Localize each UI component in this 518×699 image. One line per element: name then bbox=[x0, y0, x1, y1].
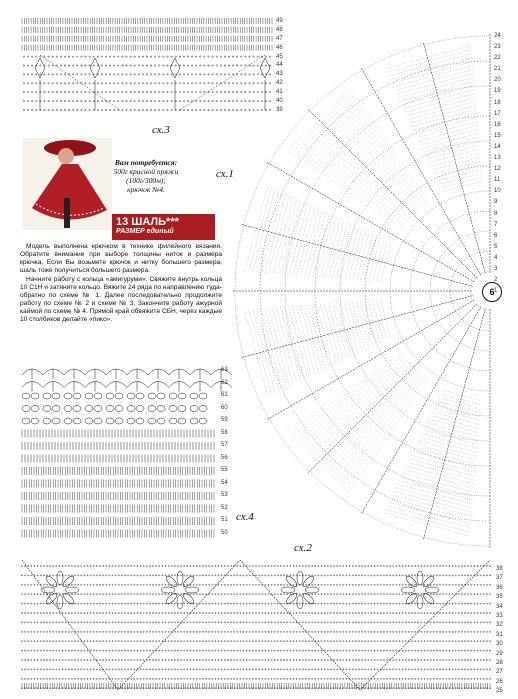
row-number: 51 bbox=[221, 517, 228, 523]
row-number: 26 bbox=[496, 678, 503, 685]
row-number: 33 bbox=[496, 612, 503, 619]
row-number: 43 bbox=[276, 71, 283, 78]
title-banner bbox=[112, 214, 215, 240]
row-number: 49 bbox=[276, 18, 283, 24]
row-number: 37 bbox=[496, 575, 503, 582]
row-number: 28 bbox=[496, 659, 503, 666]
row-numbers-scheme-1 bbox=[494, 33, 504, 299]
row-number: 8 bbox=[494, 210, 498, 217]
row-number: 45 bbox=[276, 53, 283, 60]
row-number: 31 bbox=[496, 631, 503, 638]
row-number: 63 bbox=[221, 367, 228, 373]
row-number: 20 bbox=[494, 77, 501, 84]
row-number: 55 bbox=[221, 467, 228, 473]
scheme-label-4: сх.4 bbox=[236, 511, 254, 523]
row-number: 42 bbox=[276, 80, 283, 87]
row-number: 62 bbox=[221, 379, 228, 386]
row-number: 34 bbox=[496, 603, 503, 610]
row-number: 54 bbox=[221, 479, 228, 486]
materials-yarn: 500г красной пряжи bbox=[113, 167, 179, 176]
row-number: 40 bbox=[276, 98, 283, 105]
row-number: 35 bbox=[496, 594, 503, 601]
row-number: 9 bbox=[494, 199, 498, 206]
row-number: 53 bbox=[221, 492, 228, 498]
row-number: 3 bbox=[494, 265, 498, 272]
materials-heading: Вам потребуется: bbox=[114, 158, 178, 167]
row-number: 12 bbox=[494, 166, 501, 173]
row-number: 15 bbox=[494, 132, 501, 139]
row-numbers-scheme-4 bbox=[221, 367, 231, 542]
row-number: 2 bbox=[494, 277, 498, 284]
scheme-label-2: сх.2 bbox=[294, 542, 312, 554]
scheme-label-3: сх.3 bbox=[152, 124, 170, 136]
row-number: 22 bbox=[494, 55, 501, 62]
row-numbers-scheme-3 bbox=[276, 18, 286, 116]
materials-hook: крючок №4. bbox=[127, 185, 165, 194]
row-number: 50 bbox=[221, 529, 228, 536]
materials-yarn-weight: (100г/300м); bbox=[126, 176, 166, 185]
row-number: 39 bbox=[276, 106, 283, 113]
row-number: 14 bbox=[494, 143, 501, 150]
row-number: 13 bbox=[494, 155, 501, 162]
row-number: 16 bbox=[494, 121, 501, 128]
row-number: 57 bbox=[221, 442, 228, 448]
row-number: 61 bbox=[221, 392, 228, 398]
row-number: 48 bbox=[276, 26, 283, 33]
row-numbers-scheme-2 bbox=[496, 566, 506, 697]
row-number: 41 bbox=[276, 89, 283, 96]
row-number: 36 bbox=[496, 584, 503, 591]
row-number: 58 bbox=[221, 429, 228, 436]
size-label: РАЗМЕР единый bbox=[116, 228, 174, 235]
row-number: 46 bbox=[276, 44, 283, 51]
center-ring-label: 6 bbox=[489, 287, 495, 297]
row-number: 32 bbox=[496, 622, 503, 629]
row-number: 18 bbox=[494, 99, 501, 106]
description bbox=[20, 243, 222, 325]
row-number: 1 bbox=[494, 288, 498, 295]
row-number: 38 bbox=[496, 566, 503, 572]
row-number: 6 bbox=[494, 232, 498, 239]
materials-block bbox=[98, 158, 194, 194]
row-number: 19 bbox=[494, 88, 501, 95]
row-number: 56 bbox=[221, 454, 228, 461]
scheme-label-1: сх.1 bbox=[216, 168, 234, 180]
row-number: 4 bbox=[494, 254, 498, 261]
row-number: 44 bbox=[276, 62, 283, 69]
row-number: 47 bbox=[276, 35, 283, 42]
row-number: 52 bbox=[221, 504, 228, 511]
row-number: 24 bbox=[494, 33, 501, 39]
row-number: 27 bbox=[496, 669, 503, 676]
row-number: 10 bbox=[494, 188, 501, 195]
row-number: 30 bbox=[496, 641, 503, 648]
row-number: 21 bbox=[494, 66, 501, 73]
row-number: 29 bbox=[496, 650, 503, 657]
row-number: 7 bbox=[494, 221, 498, 228]
row-number: 60 bbox=[221, 404, 228, 411]
row-number: 5 bbox=[494, 243, 498, 250]
row-number: 59 bbox=[221, 417, 228, 423]
row-number: 25 bbox=[496, 688, 503, 695]
row-number: 11 bbox=[494, 177, 501, 184]
row-number: 23 bbox=[494, 44, 501, 51]
page-title: 13 ШАЛЬ*** bbox=[116, 216, 179, 228]
description-instructions: Начните работу с кольца «амигуруми». Свяжите внутрь кольца 10 С1Н и затяните кольцо. Вяжите 24 ряда по направлению туда-обратно по схеме № 1. Далее последовательно продолжите работу по схеме № 2 и схеме № 3. Закончите работу ажурной каймой по схеме № 4. Прямой край обвяжите СБН, через каждые 10 столбиков делайте «пико». bbox=[20, 276, 222, 323]
row-number: 17 bbox=[494, 110, 501, 117]
description-intro: Модель выполнена крючком в технике филейного вязания. Обратите внимание при выборе толщины ниток и размера крючка. Если Вы возьмете крючок и нитку большего размера, шаль тоже получиться большего размера. bbox=[20, 243, 222, 274]
